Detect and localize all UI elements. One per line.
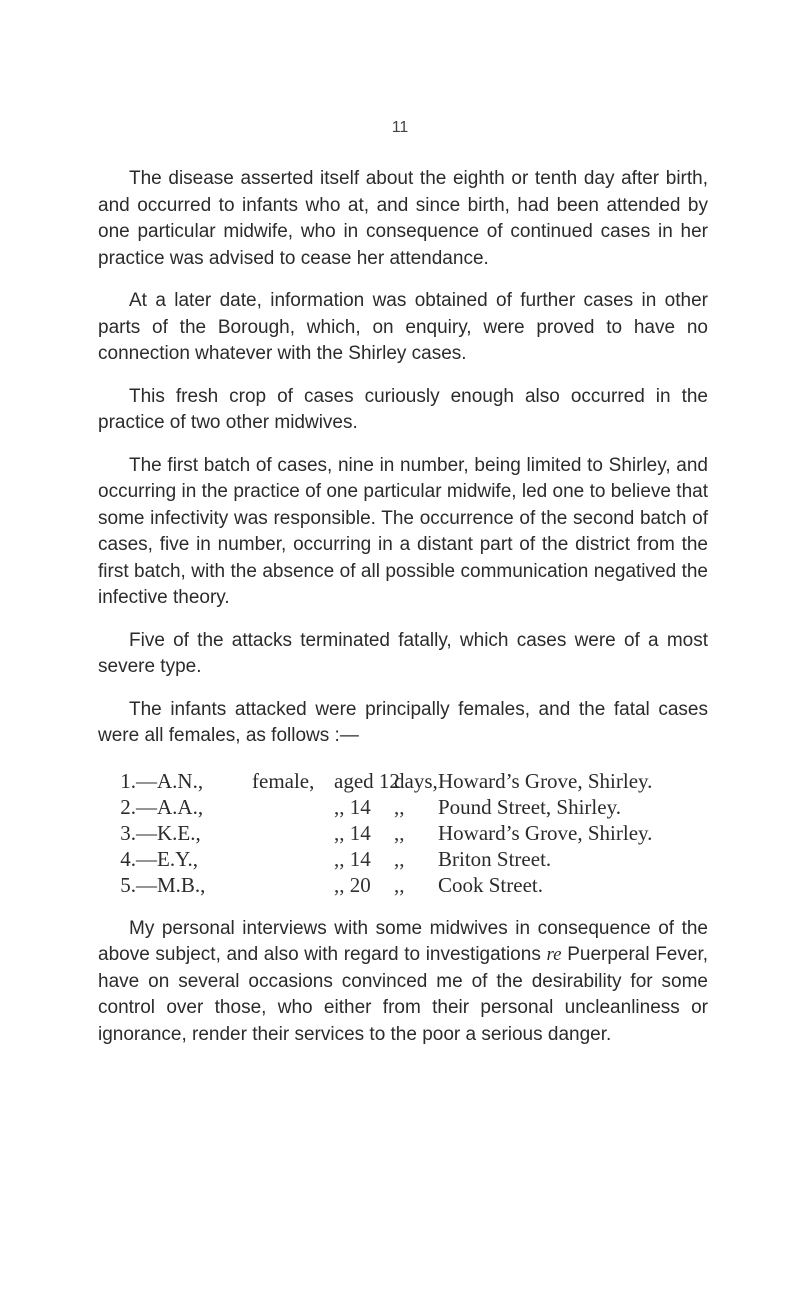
closing-paragraph [98, 916, 708, 1049]
case-days: ,, [394, 820, 405, 845]
case-number: 3. [120, 820, 136, 845]
closing-re: re [546, 944, 562, 965]
case-row [98, 768, 708, 794]
case-sex [252, 820, 334, 846]
case-sex: female, [252, 768, 315, 793]
paragraph: Five of the attacks terminated fatally, which cases were of a most severe type. [98, 629, 708, 677]
case-place: Pound Street, Shirley. [438, 794, 621, 819]
case-place: Howard’s Grove, Shirley. [438, 820, 653, 845]
case-number: 5. [120, 872, 136, 897]
case-row [98, 846, 708, 872]
case-place: Briton Street. [438, 846, 552, 871]
case-age: aged 12 [334, 768, 400, 793]
paragraph: The infants attacked were principally females, and the fatal cases were all females, as follows :— [98, 698, 708, 746]
case-number: 1. [120, 768, 136, 793]
paragraph: This fresh crop of cases curiously enough also occurred in the practice of two other midwives. [98, 385, 708, 433]
case-initials: —E.Y., [136, 846, 199, 871]
case-row [98, 820, 708, 846]
case-initials: —M.B., [136, 872, 206, 897]
paragraph: At a later date, information was obtained of further cases in other parts of the Borough, which, on enquiry, were proved to have no connection whatever with the Shirley cases. [98, 290, 708, 364]
case-initials: —A.N., [136, 768, 204, 793]
case-days: ,, [394, 872, 405, 897]
case-days: ,, [394, 846, 405, 871]
case-age: ,, 14 [334, 846, 371, 871]
body-text [98, 166, 708, 1064]
closing-text-after: Puerperal Fever, have on several occasions convinced me of the desirability for some control over those, who either from their personal uncleanliness or ignorance, render their services to the poor a serious danger. [98, 944, 709, 1045]
case-row [98, 794, 708, 820]
case-days: days, [394, 768, 438, 793]
case-initials: —K.E., [136, 820, 201, 845]
paragraph: The first batch of cases, nine in number, being limited to Shirley, and occurring in the practice of one particular midwife, led one to believe that some infectivity was responsible. The occurrence of the second batch of cases, five in number, occurring in a distant part of the district from the first batch, with the absence of all possible communication negatived the infective theory. [98, 454, 708, 608]
case-sex [252, 846, 334, 872]
case-place: Cook Street. [438, 872, 543, 897]
case-age: ,, 20 [334, 872, 371, 897]
case-place: Howard’s Grove, Shirley. [438, 768, 653, 793]
case-row [98, 872, 708, 898]
case-days: ,, [394, 794, 405, 819]
case-number: 4. [120, 846, 136, 871]
case-sex [252, 794, 334, 820]
case-sex [252, 872, 334, 898]
fatal-cases-list [98, 768, 708, 898]
case-age: ,, 14 [334, 794, 371, 819]
paragraph: The disease asserted itself about the eighth or tenth day after birth, and occurred to infants who at, and since birth, had been attended by one particular midwife, who in consequence of continued cases in her practice was advised to cease her attendance. [98, 168, 708, 269]
closing-text-before: My personal interviews with some midwives in consequence of the above subject, and also with regard to investigations [98, 917, 708, 965]
page-number: 11 [391, 119, 409, 136]
case-number: 2. [120, 794, 136, 819]
case-age: ,, 14 [334, 820, 371, 845]
case-initials: —A.A., [136, 794, 204, 819]
